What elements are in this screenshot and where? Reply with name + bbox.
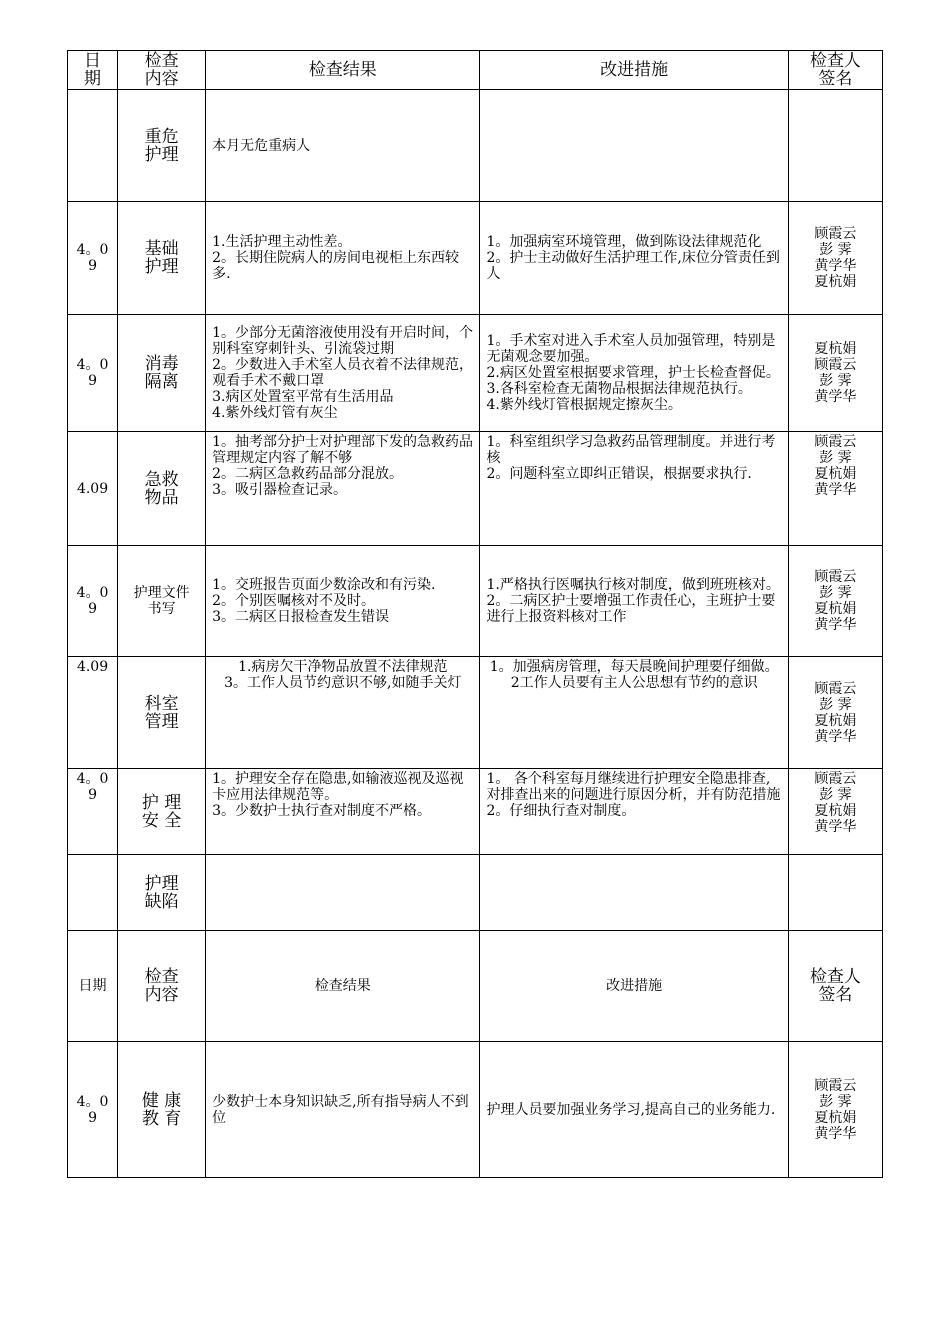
row-measure: 护理人员要加强业务学习,提高自己的业务能力. bbox=[480, 1042, 788, 1178]
header-result: 检查结果 bbox=[206, 931, 480, 1042]
row-inspectors: 顾霞云 彭 霁 夏杭娟 黄学华 bbox=[788, 769, 882, 855]
row-inspectors: 夏杭娟 顾霞云 彭 霁 黄学华 bbox=[788, 315, 882, 432]
row-item: 基础 护理 bbox=[118, 202, 206, 315]
row-item: 护理文件 书写 bbox=[118, 546, 206, 657]
row-date: 4.09 bbox=[68, 657, 118, 769]
row-inspectors: 顾霞云 彭 霁 夏杭娟 黄学华 bbox=[788, 1042, 882, 1178]
table-row bbox=[68, 546, 883, 657]
header-item: 检查 内容 bbox=[118, 931, 206, 1042]
row-inspectors: 顾霞云 彭 霁 黄学华 夏杭娟 bbox=[788, 202, 882, 315]
header-row bbox=[68, 51, 883, 90]
row-measure: 1.严格执行医嘱执行核对制度，做到班班核对。 2。二病区护士要增强工作责任心，主班护士要进行上报资料核对工作 bbox=[480, 546, 788, 657]
header-result: 检查结果 bbox=[206, 51, 480, 90]
header-measure: 改进措施 bbox=[480, 51, 788, 90]
inspection-table bbox=[67, 50, 883, 1178]
row-inspectors: 顾霞云 彭 霁 夏杭娟 黄学华 bbox=[788, 657, 882, 769]
row-measure: 1。加强病房管理，每天晨晚间护理要仔细做。 2工作人员要有主人公思想有节约的意识 bbox=[480, 657, 788, 769]
table-row bbox=[68, 769, 883, 855]
header-inspector: 检查人 签名 bbox=[788, 931, 882, 1042]
row-result: 1。抽考部分护士对护理部下发的急救药品管理规定内容了解不够 2。二病区急救药品部分混放。 3。吸引器检查记录。 bbox=[206, 432, 480, 546]
header-measure: 改进措施 bbox=[480, 931, 788, 1042]
row-date: 4。0 9 bbox=[68, 202, 118, 315]
header-inspector: 检查人 签名 bbox=[788, 51, 882, 90]
row-inspectors bbox=[788, 855, 882, 931]
row-result: 1.病房欠干净物品放置不法律规范 3。工作人员节约意识不够,如随手关灯 bbox=[206, 657, 480, 769]
row-measure: 1。加强病室环境管理，做到陈设法律规范化 2。护士主动做好生活护理工作,床位分管责任到人 bbox=[480, 202, 788, 315]
header-item: 检查 内容 bbox=[118, 51, 206, 90]
row-inspectors: 顾霞云 彭 霁 夏杭娟 黄学华 bbox=[788, 546, 882, 657]
row-result: 1。护理安全存在隐患,如输液巡视及巡视卡应用法律规范等。 3。少数护士执行查对制度不严格。 bbox=[206, 769, 480, 855]
row-measure: 1。手术室对进入手术室人员加强管理，特别是无菌观念要加强。 2.病区处置室根据要求管理，护士长检查督促。 3.各科室检查无菌物品根据法律规范执行。 4.紫外线灯管根据规定擦灰尘。 bbox=[480, 315, 788, 432]
table-row bbox=[68, 90, 883, 202]
row-date: 4。0 9 bbox=[68, 546, 118, 657]
table-row bbox=[68, 432, 883, 546]
table-row bbox=[68, 1042, 883, 1178]
row-measure: 1。科室组织学习急救药品管理制度。并进行考核 2。问题科室立即纠正错误，根据要求执行. bbox=[480, 432, 788, 546]
row-item: 护理 缺陷 bbox=[118, 855, 206, 931]
row-result: 本月无危重病人 bbox=[206, 90, 480, 202]
row-measure bbox=[480, 855, 788, 931]
row-date: 4。0 9 bbox=[68, 769, 118, 855]
row-item: 急救 物品 bbox=[118, 432, 206, 546]
header-row-repeat bbox=[68, 931, 883, 1042]
header-date: 日 期 bbox=[68, 51, 118, 90]
row-result: 1。交班报告页面少数涂改和有污染. 2。个别医嘱核对不及时。 3。二病区日报检查发生错误 bbox=[206, 546, 480, 657]
table-row bbox=[68, 315, 883, 432]
row-item: 消毒 隔离 bbox=[118, 315, 206, 432]
row-date bbox=[68, 855, 118, 931]
row-date bbox=[68, 90, 118, 202]
row-date: 4。0 9 bbox=[68, 1042, 118, 1178]
row-result: 1.生活护理主动性差。 2。长期住院病人的房间电视柜上东西较多. bbox=[206, 202, 480, 315]
row-date: 4.09 bbox=[68, 432, 118, 546]
table-row bbox=[68, 202, 883, 315]
row-date: 4。0 9 bbox=[68, 315, 118, 432]
row-inspectors: 顾霞云 彭 霁 夏杭娟 黄学华 bbox=[788, 432, 882, 546]
table-row bbox=[68, 657, 883, 769]
row-result: 1。少部分无菌溶液使用没有开启时间，个别科室穿刺针头、引流袋过期 2。少数进入手术室人员衣着不法律规范，观看手术不戴口罩 3.病区处置室平常有生活用品 4.紫外线灯管有灰尘 bbox=[206, 315, 480, 432]
row-item: 科室 管理 bbox=[118, 657, 206, 769]
header-date: 日期 bbox=[68, 931, 118, 1042]
table-row bbox=[68, 855, 883, 931]
row-result bbox=[206, 855, 480, 931]
row-item: 护 理 安 全 bbox=[118, 769, 206, 855]
row-measure bbox=[480, 90, 788, 202]
row-result: 少数护士本身知识缺乏,所有指导病人不到位 bbox=[206, 1042, 480, 1178]
row-measure: 1。 各个科室每月继续进行护理安全隐患排查,对排查出来的问题进行原因分析，并有防范措施 2。仔细执行查对制度。 bbox=[480, 769, 788, 855]
row-item: 重危 护理 bbox=[118, 90, 206, 202]
row-inspectors bbox=[788, 90, 882, 202]
row-item: 健 康 教 育 bbox=[118, 1042, 206, 1178]
